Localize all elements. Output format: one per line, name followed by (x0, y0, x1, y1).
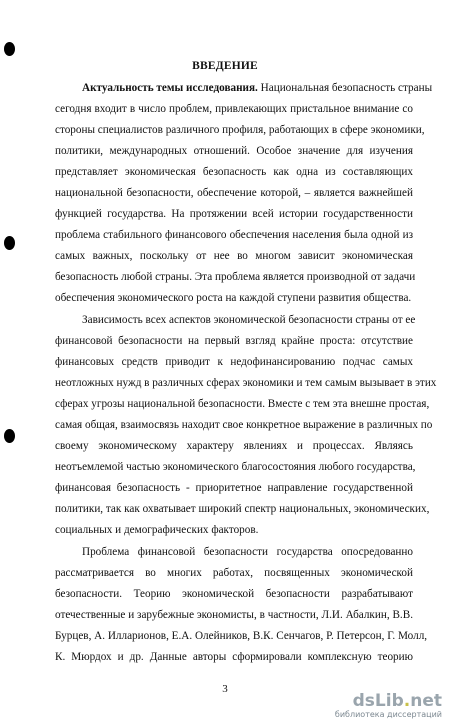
page-title: ВВЕДЕНИЕ (192, 60, 258, 72)
page-number: 3 (222, 683, 228, 695)
text-line: политики, так как охватывает широкий спектр национальных, экономических, (55, 503, 430, 515)
text-line: Бурцев, А. Илларионов, Е.А. Олейников, В.К. Сенчагов, Р. Петерсон, Г. Молл, (55, 630, 428, 642)
watermark-logo (353, 693, 442, 710)
binder-hole-icon (4, 236, 15, 250)
text-line: функцией государства. На протяжении всей истории государственности (55, 208, 413, 220)
text-line: Проблема финансовой безопасности государства опосредованно (82, 546, 413, 558)
text-line: финансовых средств приводит к недофинансированию подчас самых (55, 356, 413, 368)
text-line: неотъемлемой частью экономического благосостояния любого государства, (55, 461, 416, 473)
text-line: К. Мюрдох и др. Данные авторы сформировали комплексную теорию (55, 651, 413, 663)
text-line: социальных и демографических факторов. (55, 524, 259, 536)
text-line: стороны специалистов различного профиля, работающих в сфере экономики, (55, 124, 425, 136)
text-line: обеспечения экономического роста на каждой ступени развития общества. (55, 292, 412, 304)
text-line: Зависимость всех аспектов экономической безопасности страны от ее (82, 314, 416, 326)
text-line: самая общая, взаимосвязь находит свое конкретное выражение в различных по (55, 419, 433, 431)
text-line: сферах угрозы национальной безопасности. Вместе с тем эта внешне простая, (55, 398, 430, 410)
text-line: сегодня входит в число проблем, привлекающих пристальное внимание со (55, 103, 413, 115)
text-line: национальной безопасности, обеспечение которой, – является важнейшей (55, 187, 413, 199)
text-line: безопасности. Теорию экономической безопасности разрабатывают (55, 588, 413, 600)
text-line: финансовой безопасности на первый взгляд крайне проста: отсутствие (55, 335, 413, 347)
text-line: самых важных, поскольку от нее во многом зависит экономическая (55, 250, 413, 262)
text-line: финансовая безопасность - приоритетное направление государственной (55, 482, 413, 494)
section-heading-inline: Актуальность темы исследования. (82, 82, 258, 94)
binder-hole-icon (4, 42, 15, 56)
watermark-subtitle: библиотека диссертаций (334, 710, 442, 719)
text-line: политики, международных отношений. Особое значение для изучения (55, 145, 413, 157)
paragraph-1-line-1 (82, 81, 433, 95)
text-line: неотложных нужд в различных сферах экономики и тем самым вызывает в этих (55, 377, 437, 389)
text-line: проблема стабильного финансового обеспечения населения была одной из (55, 229, 413, 241)
text-line: отечественные и зарубежные экономисты, в частности, Л.И. Абалкин, В.В. (55, 609, 413, 621)
text-line: безопасность любой страны. Эта проблема является производной от задачи (55, 271, 416, 283)
text-line: рассматривается во многих работах, посвященных экономической (55, 567, 413, 579)
binder-hole-icon (4, 429, 15, 443)
text-span: Национальная безопасность страны (257, 82, 433, 94)
text-line: своему экономическому характеру явлениях и процессах. Являясь (55, 440, 413, 452)
dslib-logo-icon: dsLib.net (352, 691, 442, 711)
text-line: представляет экономическая безопасность как одна из составляющих (55, 166, 413, 178)
